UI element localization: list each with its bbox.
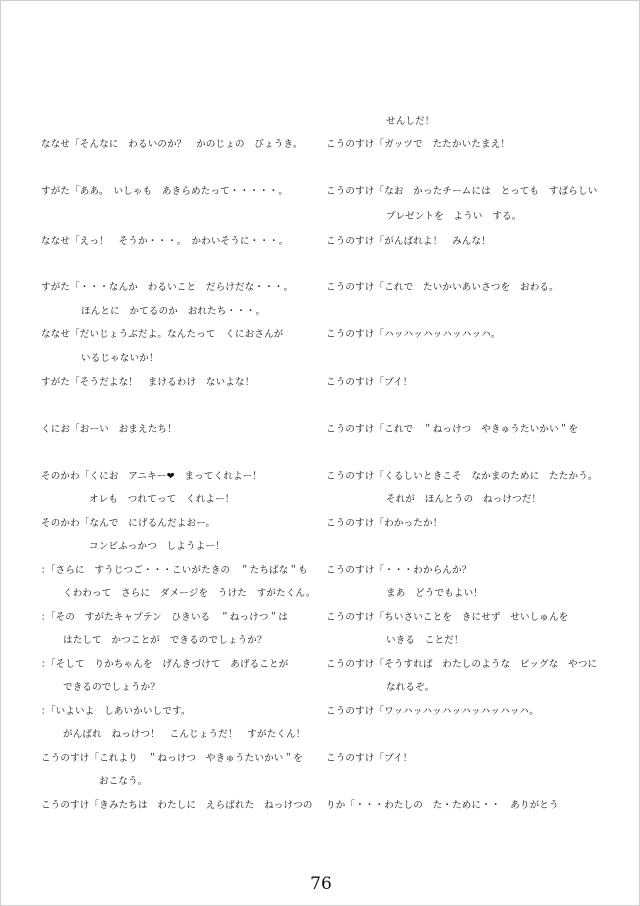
dialogue-line: こうのすけ「なお かったチームには とっても すばらしい — [326, 186, 598, 197]
dialogue-line: こうのすけ「ブイ！ — [326, 753, 413, 764]
dialogue-line: こうのすけ「がんばれよ！ みんな！ — [326, 236, 491, 247]
dialogue-line: こうのすけ「ちいさいことを きにせず せいしゅんを — [326, 612, 569, 623]
dialogue-line: くわわって さらに ダメージを うけた すがたくん。 — [63, 588, 316, 599]
dialogue-line: ななせ「そんなに わるいのか？ かのじょの びょうき。 — [41, 139, 303, 150]
dialogue-line: いきる ことだ！ — [386, 635, 464, 646]
page-number: 76 — [310, 874, 332, 894]
dialogue-line: ななせ「だいじょうぶだよ。なんたって くにおさんが — [41, 329, 284, 340]
dialogue-line: それが ほんとうの ねっけつだ！ — [386, 494, 542, 505]
dialogue-line: コンビふっかつ しようよー！ — [89, 541, 225, 552]
dialogue-line: はたして かつことが できるのでしょうか？ — [63, 635, 267, 646]
dialogue-line: いるじゃないか！ — [81, 353, 159, 364]
dialogue-line: すがた「ああ。 いしゃも あきらめたって・・・・・。 — [41, 186, 289, 197]
dialogue-line: こうのすけ「ハッハッハッハッハッハ。 — [326, 329, 501, 340]
dialogue-line: こうのすけ「きみたちは わたしに えらばれた ねっけつの — [41, 800, 313, 811]
dialogue-line: ほんとに かてるのか おれたち・・・。 — [81, 306, 266, 317]
dialogue-line: こうのすけ「ブイ！ — [326, 377, 413, 388]
dialogue-line: すがた「・・・なんか わるいこと だらけだな・・・。 — [41, 282, 294, 293]
dialogue-line: ：「そして りかちゃんを げんきづけて あげることが — [41, 659, 289, 670]
dialogue-line: こうのすけ「くるしいときこそ なかまのために たたかう。 — [326, 471, 598, 482]
dialogue-line: すがた「そうだよな！ まけるわけ ないよな！ — [41, 377, 255, 388]
dialogue-line: オレも つれてって くれよー！ — [89, 494, 235, 505]
dialogue-line: こうのすけ「これで たいかいあいさつを おわる。 — [326, 282, 559, 293]
dialogue-line: こうのすけ「わかったか！ — [326, 518, 443, 529]
dialogue-line: ななせ「えっ！ そうか・・・。 かわいそうに・・・。 — [41, 236, 289, 247]
dialogue-line: まあ どうでもよい！ — [386, 588, 484, 599]
dialogue-line: なれるぞ。 — [386, 682, 435, 693]
dialogue-line: りか「・・・わたしの た・ために・・ ありがとう — [326, 800, 559, 811]
dialogue-line: できるのでしょうか？ — [63, 682, 161, 693]
dialogue-line: がんばれ ねっけつ！ こんじょうだ！ すがたくん！ — [63, 729, 306, 740]
dialogue-line: そのかわ「くにお アニキー❤ まってくれよー！ — [41, 471, 263, 482]
dialogue-line: こうのすけ「これより ＂ねっけつ やきゅうたいかい＂を — [41, 753, 303, 764]
dialogue-line: プレゼントを ようい する。 — [386, 211, 522, 222]
dialogue-line: こうのすけ「・・・わからんか？ — [326, 565, 472, 576]
dialogue-line: ：「さらに すうじつご・・・こいがたきの ＂たちばな＂も — [41, 565, 308, 576]
dialogue-line: くにお「おーい おまえたち！ — [41, 424, 177, 435]
dialogue-line: こうのすけ「ガッツで たたかいたまえ！ — [326, 139, 511, 150]
dialogue-line: こうのすけ「これで ＂ねっけつ やきゅうたいかい＂を — [326, 424, 579, 435]
dialogue-line: せんしだ！ — [386, 116, 435, 127]
dialogue-line: こうのすけ「そうすれば わたしのような ビッグな やつに — [326, 659, 598, 670]
dialogue-line: ：「いよいよ しあいかいしです。 — [41, 706, 191, 717]
dialogue-line: そのかわ「なんで にげるんだよおー。 — [41, 518, 216, 529]
dialogue-line: ：「その すがたキャプテン ひきいる ＂ねっけつ＂は — [41, 612, 288, 623]
dialogue-line: こうのすけ「ワッハッハッハッハッハッハッハ。 — [326, 706, 539, 717]
dialogue-line: おこなう。 — [99, 776, 148, 787]
